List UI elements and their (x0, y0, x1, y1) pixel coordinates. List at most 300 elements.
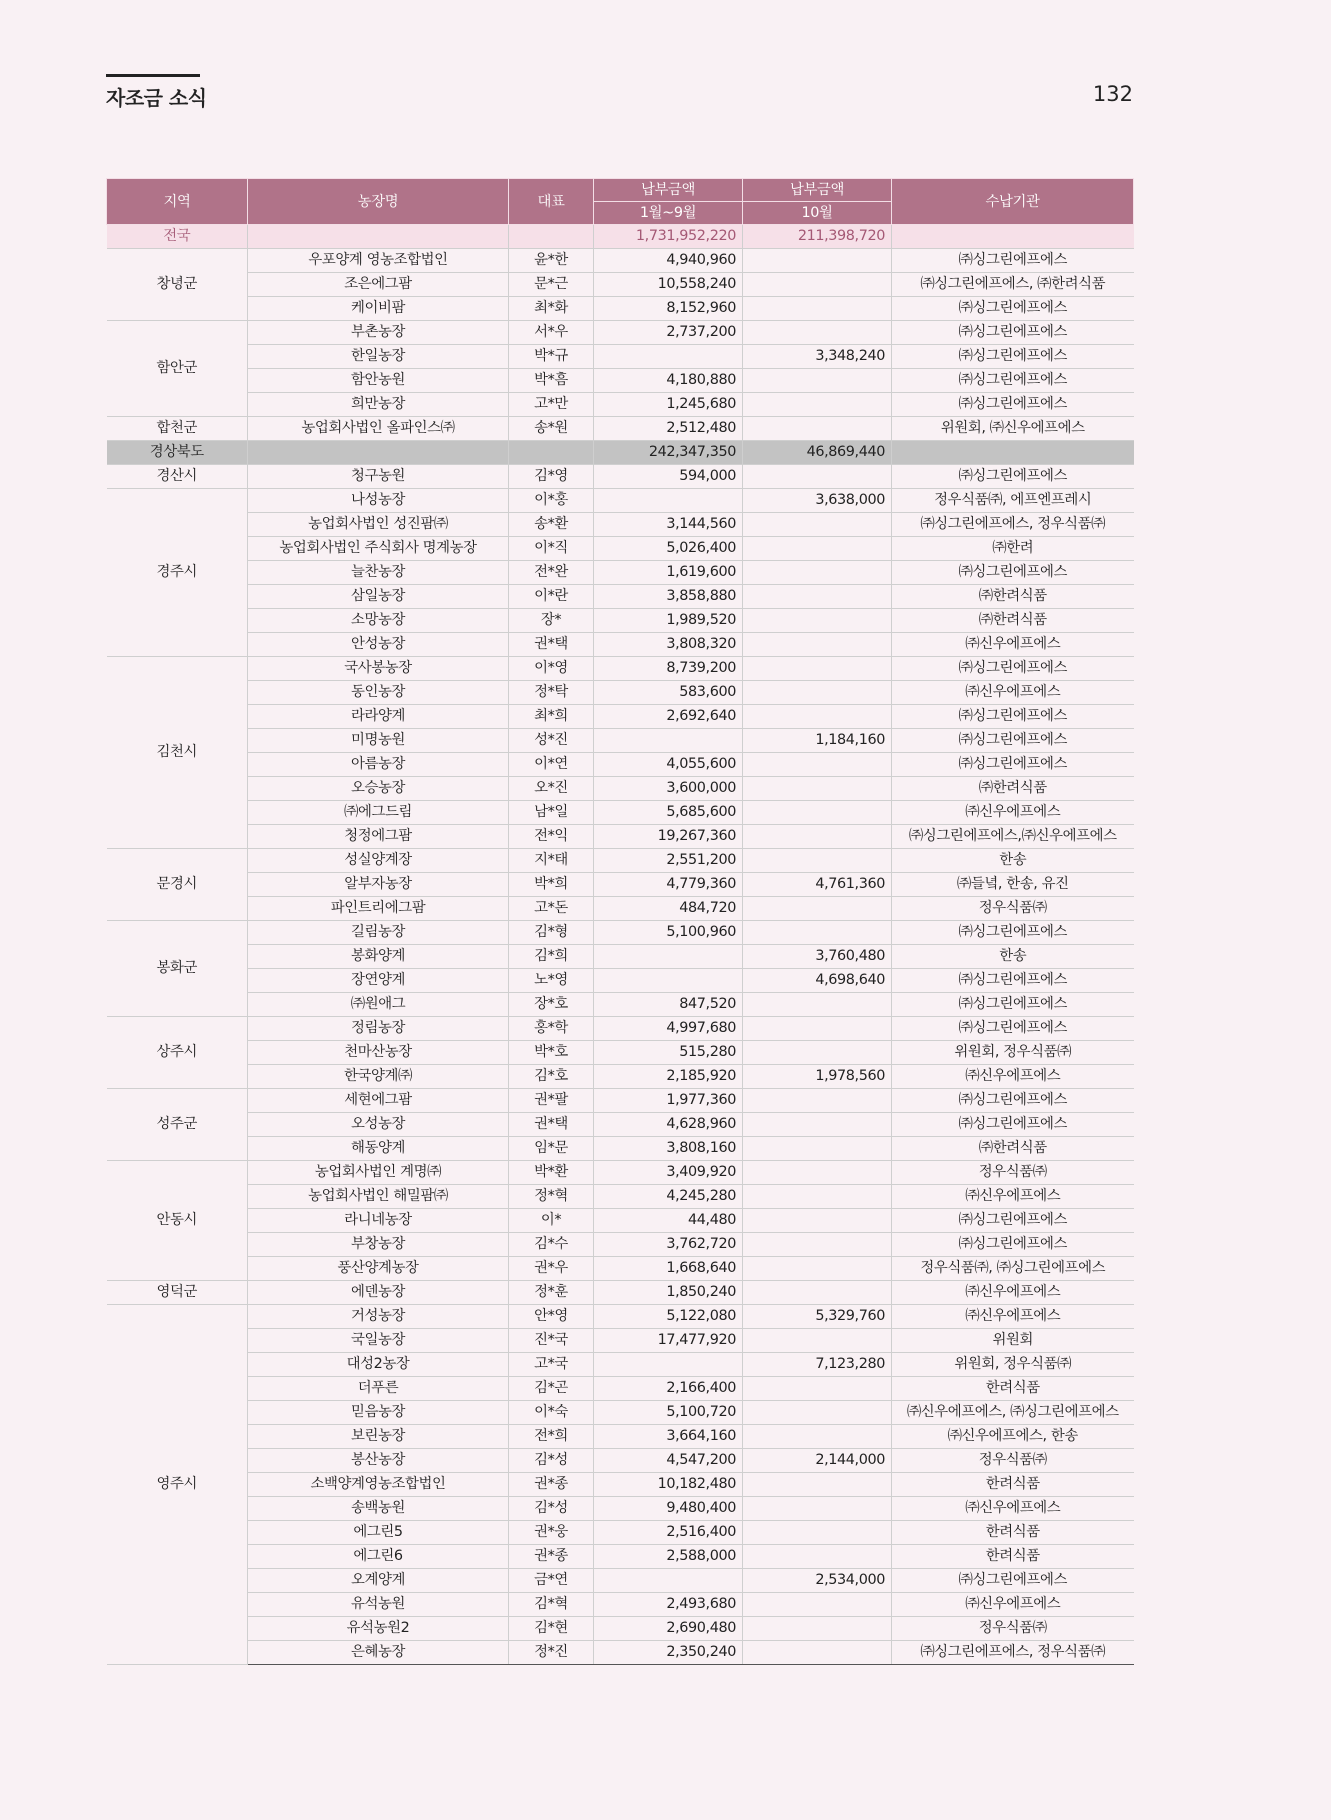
amount-jan-sep: 2,737,200 (594, 321, 743, 345)
farm-name: 유석농원2 (248, 1617, 509, 1641)
table-row (107, 1185, 1134, 1209)
institution: 정우식품㈜, 에프엔프레시 (892, 489, 1134, 513)
amount-jan-sep: 4,997,680 (594, 1017, 743, 1041)
amount-jan-sep: 594,000 (594, 465, 743, 489)
table-row (107, 1545, 1134, 1569)
farm-name: 라라양계 (248, 705, 509, 729)
institution: ㈜신우에프에스 (892, 1497, 1134, 1521)
amount-jan-sep: 10,558,240 (594, 273, 743, 297)
amount-oct (743, 561, 892, 585)
representative: 정*혁 (509, 1185, 594, 1209)
province-amount-oct: 46,869,440 (743, 441, 892, 465)
farm-name: 소백양계영농조합법인 (248, 1473, 509, 1497)
amount-jan-sep: 2,588,000 (594, 1545, 743, 1569)
representative: 임*문 (509, 1137, 594, 1161)
institution: ㈜싱그린에프에스 (892, 561, 1134, 585)
representative: 고*돈 (509, 897, 594, 921)
table-row (107, 537, 1134, 561)
farm-name: 에그린6 (248, 1545, 509, 1569)
institution: ㈜싱그린에프에스 (892, 249, 1134, 273)
representative: 장* (509, 609, 594, 633)
amount-oct (743, 921, 892, 945)
representative: 송*환 (509, 513, 594, 537)
institution: 정우식품㈜, ㈜싱그린에프에스 (892, 1257, 1134, 1281)
table-row (107, 417, 1134, 441)
table-row (107, 273, 1134, 297)
amount-oct (743, 753, 892, 777)
amount-oct (743, 801, 892, 825)
col-header-period-jan-sep: 1월~9월 (594, 202, 743, 225)
institution: 정우식품㈜ (892, 1161, 1134, 1185)
farm-name: 알부자농장 (248, 873, 509, 897)
amount-jan-sep: 4,245,280 (594, 1185, 743, 1209)
representative: 김*혁 (509, 1593, 594, 1617)
farm-name: 보린농장 (248, 1425, 509, 1449)
institution: ㈜싱그린에프에스 (892, 345, 1134, 369)
farm-name: ㈜에그드림 (248, 801, 509, 825)
representative: 홍*학 (509, 1017, 594, 1041)
region-cell: 경산시 (107, 465, 248, 489)
amount-oct: 4,761,360 (743, 873, 892, 897)
farm-name: 나성농장 (248, 489, 509, 513)
amount-jan-sep: 484,720 (594, 897, 743, 921)
representative: 진*국 (509, 1329, 594, 1353)
total-label: 전국 (107, 225, 248, 249)
farm-name: 더푸른 (248, 1377, 509, 1401)
amount-oct (743, 633, 892, 657)
institution: ㈜싱그린에프에스 (892, 1113, 1134, 1137)
farm-name: 거성농장 (248, 1305, 509, 1329)
farm-name: 파인트리에그팜 (248, 897, 509, 921)
representative: 고*국 (509, 1353, 594, 1377)
farm-name: 믿음농장 (248, 1401, 509, 1425)
table-row (107, 633, 1134, 657)
institution: ㈜신우에프에스 (892, 1593, 1134, 1617)
institution: 정우식품㈜ (892, 1449, 1134, 1473)
institution: 한송 (892, 849, 1134, 873)
farm-name: ㈜원애그 (248, 993, 509, 1017)
amount-oct (743, 1041, 892, 1065)
amount-oct (743, 657, 892, 681)
representative: 김*현 (509, 1617, 594, 1641)
amount-jan-sep (594, 1569, 743, 1593)
amount-jan-sep: 3,144,560 (594, 513, 743, 537)
region-cell: 봉화군 (107, 921, 248, 1017)
representative: 김*희 (509, 945, 594, 969)
representative: 이* (509, 1209, 594, 1233)
representative: 전*완 (509, 561, 594, 585)
amount-jan-sep (594, 489, 743, 513)
representative: 권*팔 (509, 1089, 594, 1113)
institution: 한려식품 (892, 1545, 1134, 1569)
amount-oct (743, 849, 892, 873)
amount-jan-sep: 515,280 (594, 1041, 743, 1065)
amount-oct: 1,978,560 (743, 1065, 892, 1089)
amount-oct: 3,638,000 (743, 489, 892, 513)
representative: 박*환 (509, 1161, 594, 1185)
institution: ㈜싱그린에프에스 (892, 729, 1134, 753)
amount-jan-sep: 5,100,960 (594, 921, 743, 945)
farm-name: 에덴농장 (248, 1281, 509, 1305)
farm-name: 한일농장 (248, 345, 509, 369)
table-row (107, 561, 1134, 585)
farm-name: 미명농원 (248, 729, 509, 753)
region-cell: 문경시 (107, 849, 248, 921)
farm-name: 봉산농장 (248, 1449, 509, 1473)
region-cell: 안동시 (107, 1161, 248, 1281)
amount-oct (743, 1257, 892, 1281)
representative: 지*태 (509, 849, 594, 873)
col-header-farm: 농장명 (248, 179, 509, 225)
page-number: 132 (1092, 82, 1133, 106)
institution: 위원회, 정우식품㈜ (892, 1353, 1134, 1377)
amount-oct: 1,184,160 (743, 729, 892, 753)
representative: 김*성 (509, 1497, 594, 1521)
table-row (107, 369, 1134, 393)
table-row (107, 1017, 1134, 1041)
national-total-row (107, 225, 1134, 249)
institution: ㈜싱그린에프에스 (892, 705, 1134, 729)
farm-name: 천마산농장 (248, 1041, 509, 1065)
farm-name: 송백농원 (248, 1497, 509, 1521)
farm-name: 봉화양계 (248, 945, 509, 969)
amount-oct (743, 393, 892, 417)
institution: ㈜싱그린에프에스 (892, 297, 1134, 321)
col-header-amount-1: 납부금액 (594, 179, 743, 202)
institution: ㈜싱그린에프에스 (892, 1017, 1134, 1041)
farm-name: 은혜농장 (248, 1641, 509, 1665)
farm-name: 풍산양계농장 (248, 1257, 509, 1281)
representative: 권*우 (509, 1257, 594, 1281)
institution: ㈜신우에프에스 (892, 1281, 1134, 1305)
representative: 권*택 (509, 633, 594, 657)
institution: ㈜한려식품 (892, 777, 1134, 801)
institution: ㈜신우에프에스 (892, 633, 1134, 657)
region-cell: 상주시 (107, 1017, 248, 1089)
representative: 김*곤 (509, 1377, 594, 1401)
amount-jan-sep: 44,480 (594, 1209, 743, 1233)
representative: 이*연 (509, 753, 594, 777)
farm-name: 해동양계 (248, 1137, 509, 1161)
representative: 김*수 (509, 1233, 594, 1257)
farm-name: 정림농장 (248, 1017, 509, 1041)
amount-jan-sep: 1,977,360 (594, 1089, 743, 1113)
farm-name: 동인농장 (248, 681, 509, 705)
farm-name: 오계양계 (248, 1569, 509, 1593)
region-cell: 함안군 (107, 321, 248, 417)
amount-oct (743, 273, 892, 297)
province-amount-jan-sep: 242,347,350 (594, 441, 743, 465)
table-row (107, 993, 1134, 1017)
table-row (107, 1377, 1134, 1401)
amount-jan-sep: 583,600 (594, 681, 743, 705)
institution: ㈜신우에프에스 (892, 801, 1134, 825)
farm-name: 소망농장 (248, 609, 509, 633)
table-row (107, 1401, 1134, 1425)
farm-name: 농업회사법인 성진팜㈜ (248, 513, 509, 537)
table-row (107, 249, 1134, 273)
table-row (107, 801, 1134, 825)
institution: ㈜싱그린에프에스 (892, 1233, 1134, 1257)
table-row (107, 825, 1134, 849)
region-cell: 경주시 (107, 489, 248, 657)
amount-oct: 5,329,760 (743, 1305, 892, 1329)
amount-oct (743, 585, 892, 609)
region-cell: 합천군 (107, 417, 248, 441)
amount-jan-sep: 2,350,240 (594, 1641, 743, 1665)
amount-jan-sep: 2,551,200 (594, 849, 743, 873)
representative: 노*영 (509, 969, 594, 993)
col-header-region: 지역 (107, 179, 248, 225)
amount-oct (743, 777, 892, 801)
table-row (107, 1569, 1134, 1593)
amount-oct (743, 1521, 892, 1545)
table-row (107, 465, 1134, 489)
amount-oct (743, 513, 892, 537)
table-row (107, 657, 1134, 681)
amount-jan-sep (594, 345, 743, 369)
institution: ㈜싱그린에프에스 (892, 921, 1134, 945)
table-row (107, 1041, 1134, 1065)
amount-jan-sep: 1,619,600 (594, 561, 743, 585)
farm-name: 오성농장 (248, 1113, 509, 1137)
representative: 정*탁 (509, 681, 594, 705)
amount-oct (743, 1641, 892, 1665)
table-row (107, 681, 1134, 705)
representative: 박*희 (509, 873, 594, 897)
representative: 윤*한 (509, 249, 594, 273)
amount-oct (743, 1329, 892, 1353)
institution: 위원회, 정우식품㈜ (892, 1041, 1134, 1065)
institution: ㈜싱그린에프에스 (892, 1569, 1134, 1593)
representative: 박*규 (509, 345, 594, 369)
province-subtotal-row (107, 441, 1134, 465)
table-row (107, 921, 1134, 945)
institution: ㈜신우에프에스 (892, 1185, 1134, 1209)
amount-jan-sep: 3,808,320 (594, 633, 743, 657)
table-row (107, 1233, 1134, 1257)
institution: ㈜싱그린에프에스,㈜신우에프에스 (892, 825, 1134, 849)
amount-jan-sep: 3,409,920 (594, 1161, 743, 1185)
amount-jan-sep: 19,267,360 (594, 825, 743, 849)
amount-oct (743, 897, 892, 921)
amount-jan-sep: 9,480,400 (594, 1497, 743, 1521)
amount-oct: 7,123,280 (743, 1353, 892, 1377)
amount-jan-sep: 4,779,360 (594, 873, 743, 897)
amount-oct: 4,698,640 (743, 969, 892, 993)
amount-jan-sep: 10,182,480 (594, 1473, 743, 1497)
amount-jan-sep (594, 945, 743, 969)
farm-name: 함안농원 (248, 369, 509, 393)
amount-oct (743, 1425, 892, 1449)
table-row (107, 945, 1134, 969)
col-header-institution: 수납기관 (892, 179, 1134, 225)
institution: ㈜싱그린에프에스 (892, 969, 1134, 993)
amount-jan-sep: 3,664,160 (594, 1425, 743, 1449)
farm-name: 유석농원 (248, 1593, 509, 1617)
representative: 고*만 (509, 393, 594, 417)
table-row (107, 1089, 1134, 1113)
farm-name: 농업회사법인 올파인스㈜ (248, 417, 509, 441)
farm-name: 농업회사법인 해밀팜㈜ (248, 1185, 509, 1209)
amount-oct (743, 1497, 892, 1521)
section-title: 자조금 소식 (106, 86, 207, 110)
farm-name: 안성농장 (248, 633, 509, 657)
institution: ㈜싱그린에프에스 (892, 465, 1134, 489)
amount-jan-sep: 2,493,680 (594, 1593, 743, 1617)
amount-jan-sep: 1,668,640 (594, 1257, 743, 1281)
institution: 위원회 (892, 1329, 1134, 1353)
payment-table (106, 178, 1134, 1665)
amount-jan-sep: 4,628,960 (594, 1113, 743, 1137)
amount-oct (743, 417, 892, 441)
farm-name: 세현에그팜 (248, 1089, 509, 1113)
amount-jan-sep: 5,100,720 (594, 1401, 743, 1425)
table-row (107, 1209, 1134, 1233)
amount-oct (743, 369, 892, 393)
total-amount-jan-sep: 1,731,952,220 (594, 225, 743, 249)
institution: 정우식품㈜ (892, 897, 1134, 921)
farm-name: 에그린5 (248, 1521, 509, 1545)
amount-oct (743, 705, 892, 729)
farm-name: 희만농장 (248, 393, 509, 417)
table-row (107, 1113, 1134, 1137)
amount-oct (743, 1089, 892, 1113)
representative: 박*호 (509, 1041, 594, 1065)
farm-name: 성실양계장 (248, 849, 509, 873)
amount-oct (743, 1401, 892, 1425)
table-row (107, 1161, 1134, 1185)
representative: 서*우 (509, 321, 594, 345)
representative: 권*종 (509, 1545, 594, 1569)
institution: ㈜싱그린에프에스 (892, 393, 1134, 417)
institution: ㈜신우에프에스 (892, 681, 1134, 705)
institution: ㈜싱그린에프에스 (892, 753, 1134, 777)
amount-oct: 3,348,240 (743, 345, 892, 369)
farm-name: 청정에그팜 (248, 825, 509, 849)
table-row (107, 1449, 1134, 1473)
institution: 한려식품 (892, 1377, 1134, 1401)
table-row (107, 777, 1134, 801)
amount-jan-sep: 4,940,960 (594, 249, 743, 273)
amount-oct (743, 825, 892, 849)
representative: 이*영 (509, 657, 594, 681)
amount-jan-sep: 2,692,640 (594, 705, 743, 729)
table-row (107, 1353, 1134, 1377)
table-row (107, 1425, 1134, 1449)
amount-oct (743, 321, 892, 345)
amount-oct (743, 993, 892, 1017)
table-row (107, 1617, 1134, 1641)
farm-name: 장연양계 (248, 969, 509, 993)
col-header-rep: 대표 (509, 179, 594, 225)
amount-oct (743, 1281, 892, 1305)
amount-jan-sep: 3,858,880 (594, 585, 743, 609)
representative: 남*일 (509, 801, 594, 825)
table-row (107, 753, 1134, 777)
amount-jan-sep: 5,685,600 (594, 801, 743, 825)
institution: 한송 (892, 945, 1134, 969)
table-row (107, 297, 1134, 321)
amount-jan-sep: 2,690,480 (594, 1617, 743, 1641)
amount-oct (743, 609, 892, 633)
amount-oct (743, 1137, 892, 1161)
amount-oct (743, 1545, 892, 1569)
amount-oct (743, 1617, 892, 1641)
amount-jan-sep: 4,547,200 (594, 1449, 743, 1473)
table-row (107, 873, 1134, 897)
representative: 문*근 (509, 273, 594, 297)
representative: 권*웅 (509, 1521, 594, 1545)
farm-name: 늘찬농장 (248, 561, 509, 585)
amount-oct: 2,144,000 (743, 1449, 892, 1473)
amount-jan-sep: 1,989,520 (594, 609, 743, 633)
amount-jan-sep: 8,739,200 (594, 657, 743, 681)
representative: 최*희 (509, 705, 594, 729)
farm-name: 국사봉농장 (248, 657, 509, 681)
institution: ㈜싱그린에프에스 (892, 369, 1134, 393)
header-rule (106, 74, 200, 77)
representative: 금*연 (509, 1569, 594, 1593)
amount-jan-sep: 1,245,680 (594, 393, 743, 417)
representative: 송*원 (509, 417, 594, 441)
representative: 이*직 (509, 537, 594, 561)
representative: 최*화 (509, 297, 594, 321)
amount-oct (743, 681, 892, 705)
representative: 김*형 (509, 921, 594, 945)
table-row (107, 729, 1134, 753)
amount-jan-sep (594, 969, 743, 993)
institution: ㈜한려식품 (892, 1137, 1134, 1161)
institution: ㈜싱그린에프에스 (892, 1209, 1134, 1233)
institution: ㈜싱그린에프에스 (892, 321, 1134, 345)
amount-oct (743, 465, 892, 489)
table-row (107, 849, 1134, 873)
amount-oct (743, 1017, 892, 1041)
institution: ㈜신우에프에스, ㈜싱그린에프에스 (892, 1401, 1134, 1425)
table-row (107, 1305, 1134, 1329)
farm-name: 부촌농장 (248, 321, 509, 345)
amount-oct: 3,760,480 (743, 945, 892, 969)
col-header-amount-2: 납부금액 (743, 179, 892, 202)
amount-jan-sep: 4,180,880 (594, 369, 743, 393)
institution: ㈜싱그린에프에스 (892, 993, 1134, 1017)
amount-oct (743, 1185, 892, 1209)
institution: ㈜신우에프에스, 한송 (892, 1425, 1134, 1449)
table-row (107, 1521, 1134, 1545)
table-row (107, 705, 1134, 729)
amount-jan-sep: 5,026,400 (594, 537, 743, 561)
amount-jan-sep: 2,185,920 (594, 1065, 743, 1089)
amount-jan-sep: 2,166,400 (594, 1377, 743, 1401)
amount-jan-sep: 8,152,960 (594, 297, 743, 321)
table-row (107, 969, 1134, 993)
table-row (107, 345, 1134, 369)
farm-name: 조은에그팜 (248, 273, 509, 297)
table-row (107, 321, 1134, 345)
table-row (107, 1137, 1134, 1161)
farm-name: 대성2농장 (248, 1353, 509, 1377)
table-row (107, 513, 1134, 537)
amount-jan-sep: 5,122,080 (594, 1305, 743, 1329)
institution: ㈜싱그린에프에스, 정우식품㈜ (892, 1641, 1134, 1665)
farm-name: 아름농장 (248, 753, 509, 777)
institution: ㈜신우에프에스 (892, 1305, 1134, 1329)
table-row (107, 393, 1134, 417)
representative: 오*진 (509, 777, 594, 801)
institution: 정우식품㈜ (892, 1617, 1134, 1641)
table-row (107, 1497, 1134, 1521)
